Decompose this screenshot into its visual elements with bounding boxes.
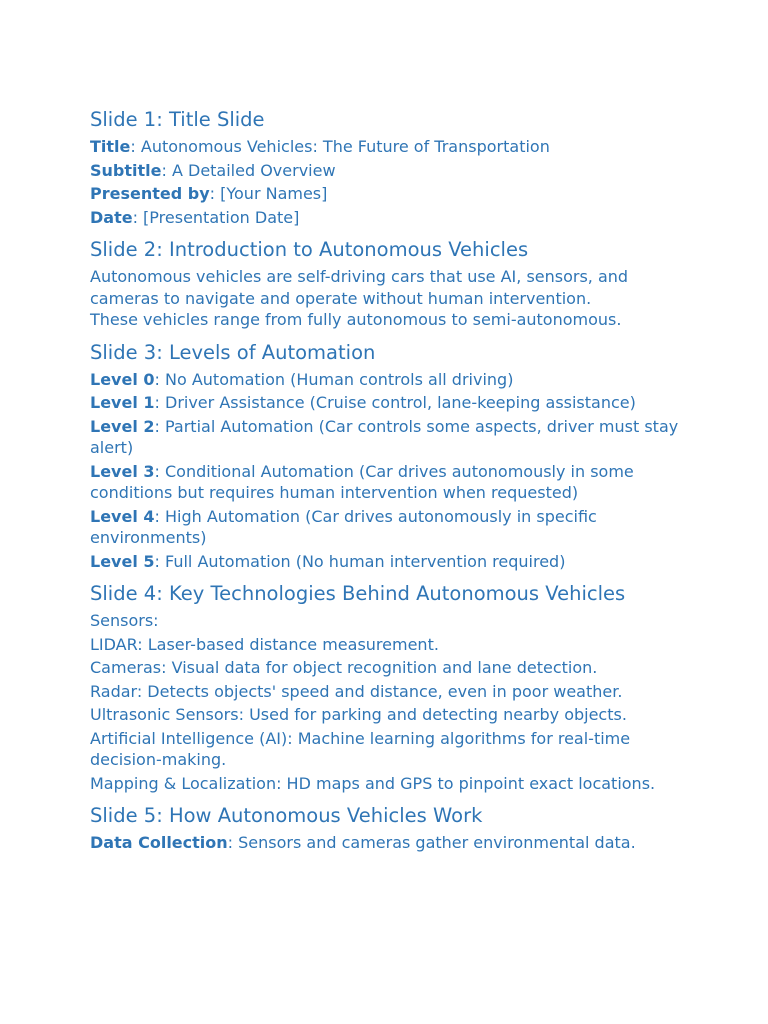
data-collection-line (90, 832, 690, 854)
slide-2-heading: Slide 2: Introduction to Autonomous Vehicles (90, 238, 529, 261)
slide-2-section (90, 236, 690, 331)
level-4-line (90, 506, 690, 549)
slide-3-heading: Slide 3: Levels of Automation (90, 340, 376, 364)
line-text: : Autonomous Vehicles: The Future of Transportation (130, 137, 550, 156)
line-text: : Driver Assistance (Cruise control, lane-keeping assistance) (154, 393, 636, 412)
line-text: : [Presentation Date] (132, 207, 300, 227)
paragraph-line: Autonomous vehicles are self-driving cars that use AI, sensors, and (90, 267, 629, 286)
slide-1-date-line (90, 207, 690, 229)
paragraph-line: These vehicles range from fully autonomous to semi-autonomous. (90, 310, 622, 329)
line-text: : [Your Names] (209, 184, 328, 203)
line-label: Title (90, 137, 131, 156)
slide-1-presented-by-line (90, 183, 690, 205)
cameras-line: Cameras: Visual data for object recognition and lane detection. (90, 658, 598, 677)
level-1-line (90, 392, 690, 414)
line-text: : Partial Automation (Car controls some aspects, driver must stay alert) (90, 416, 679, 457)
line-label: Level 2 (90, 416, 155, 436)
level-3-line (90, 461, 690, 504)
slide-4-heading: Slide 4: Key Technologies Behind Autonomous Vehicles (90, 582, 626, 605)
document-page (90, 106, 690, 862)
level-0-line (90, 369, 690, 391)
line-label: Level 0 (90, 369, 155, 389)
line-label: Presented by (90, 184, 210, 203)
sensors-line: Sensors: (90, 611, 159, 630)
ai-line: Artificial Intelligence (AI): Machine learning algorithms for real-time decision-making. (90, 728, 631, 769)
slide-4-section (90, 580, 690, 794)
line-text: : No Automation (Human controls all driving) (154, 369, 514, 389)
slide-1-title-line (90, 136, 690, 158)
line-label: Date (90, 207, 133, 227)
slide-5-section (90, 802, 690, 854)
paragraph-line: cameras to navigate and operate without human intervention. (90, 288, 592, 308)
line-label: Level 3 (90, 461, 155, 481)
mapping-line: Mapping & Localization: HD maps and GPS to pinpoint exact locations. (90, 773, 656, 793)
line-text: : Sensors and cameras gather environmental data. (227, 833, 636, 852)
line-text: : A Detailed Overview (161, 160, 336, 180)
level-5-line (90, 551, 690, 573)
line-text: : Full Automation (No human intervention required) (154, 551, 566, 571)
line-text: : High Automation (Car drives autonomously in specific environments) (90, 506, 597, 547)
ultrasonic-line: Ultrasonic Sensors: Used for parking and detecting nearby objects. (90, 705, 627, 724)
slide-3-section (90, 339, 690, 573)
slide-1-heading: Slide 1: Title Slide (90, 108, 265, 131)
level-2-line (90, 416, 690, 459)
line-text: : Conditional Automation (Car drives autonomously in some conditions but requires human intervention when requested) (90, 461, 634, 502)
radar-line: Radar: Detects objects' speed and distance, even in poor weather. (90, 681, 623, 701)
line-label: Data Collection (90, 833, 228, 852)
line-label: Level 5 (90, 551, 155, 571)
slide-1-section (90, 106, 690, 228)
line-label: Level 4 (90, 506, 155, 526)
slide-5-heading: Slide 5: How Autonomous Vehicles Work (90, 804, 483, 827)
line-label: Level 1 (90, 393, 155, 412)
lidar-line: LIDAR: Laser-based distance measurement. (90, 634, 439, 654)
line-label: Subtitle (90, 160, 162, 180)
slide-1-subtitle-line (90, 160, 690, 182)
